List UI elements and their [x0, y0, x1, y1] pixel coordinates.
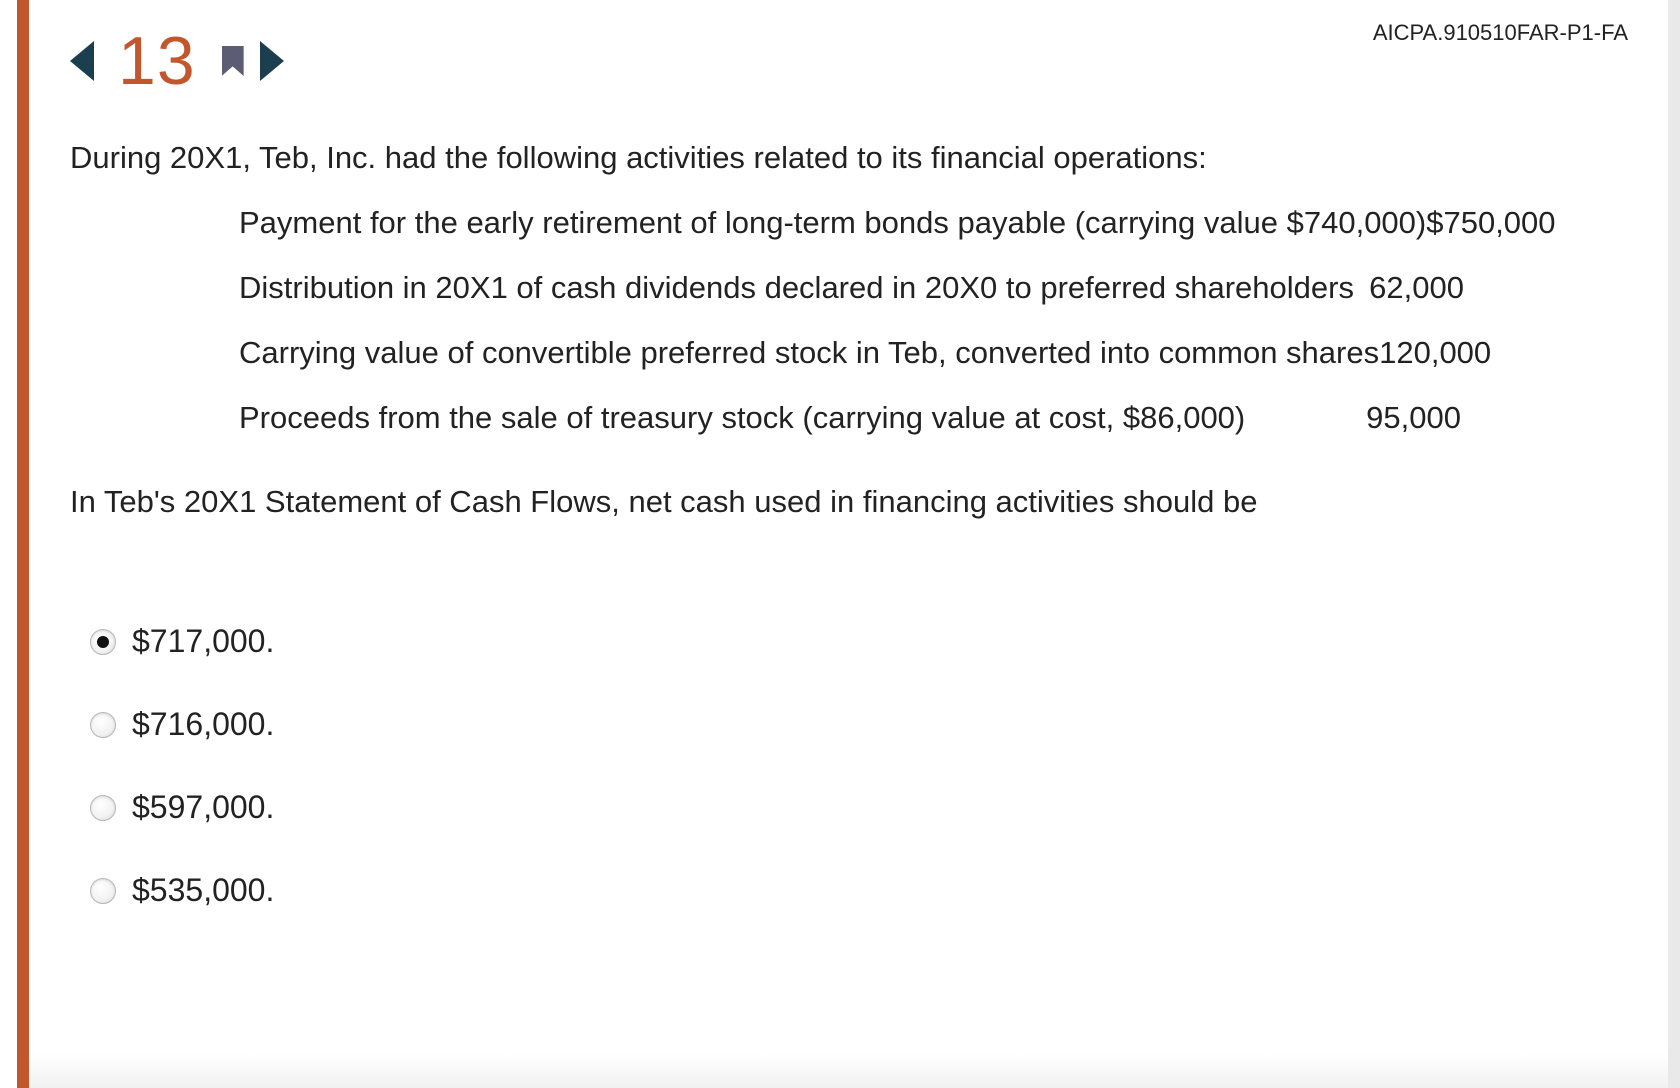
activity-row — [239, 320, 1492, 385]
activity-amount: 120,000 — [1379, 334, 1492, 370]
activity-row — [239, 190, 1556, 255]
activity-description: Carrying value of convertible preferred stock in Teb, converted into common shares — [239, 334, 1380, 370]
question-navigation — [70, 23, 284, 99]
answer-options — [90, 580, 274, 952]
radio-button[interactable] — [90, 878, 116, 904]
activity-amount: $750,000 — [1426, 204, 1556, 240]
answer-option-label[interactable]: $716,000. — [132, 706, 275, 742]
question-id: AICPA.910510FAR-P1-FA — [1372, 20, 1628, 45]
previous-question-icon[interactable] — [70, 41, 94, 81]
activity-amount: 95,000 — [1366, 399, 1461, 435]
answer-option-d[interactable] — [90, 829, 274, 952]
answer-option-label[interactable]: $597,000. — [132, 789, 275, 825]
activity-description: Payment for the early retirement of long-term bonds payable (carrying value $740,000) — [239, 204, 1427, 240]
radio-button[interactable] — [90, 795, 116, 821]
accent-bar — [17, 0, 29, 1088]
activities-table — [239, 190, 1556, 450]
activity-amount: 62,000 — [1369, 269, 1464, 305]
question-number: 13 — [118, 23, 196, 99]
question-prompt: In Teb's 20X1 Statement of Cash Flows, net cash used in financing activities should be — [70, 484, 1258, 519]
bookmark-icon[interactable] — [222, 46, 244, 76]
activity-description: Proceeds from the sale of treasury stock (carrying value at cost, $86,000) — [239, 399, 1246, 435]
activity-row — [239, 385, 1461, 450]
question-intro: During 20X1, Teb, Inc. had the following activities related to its financial operations: — [70, 140, 1207, 175]
answer-option-label[interactable]: $535,000. — [132, 872, 275, 908]
activity-row — [239, 255, 1464, 320]
answer-option-label[interactable]: $717,000. — [132, 623, 275, 659]
next-question-icon[interactable] — [260, 41, 284, 81]
bottom-shadow — [29, 1054, 1668, 1088]
activity-description: Distribution in 20X1 of cash dividends declared in 20X0 to preferred shareholders — [239, 269, 1354, 305]
radio-button[interactable] — [90, 712, 116, 738]
radio-button[interactable] — [90, 629, 116, 655]
